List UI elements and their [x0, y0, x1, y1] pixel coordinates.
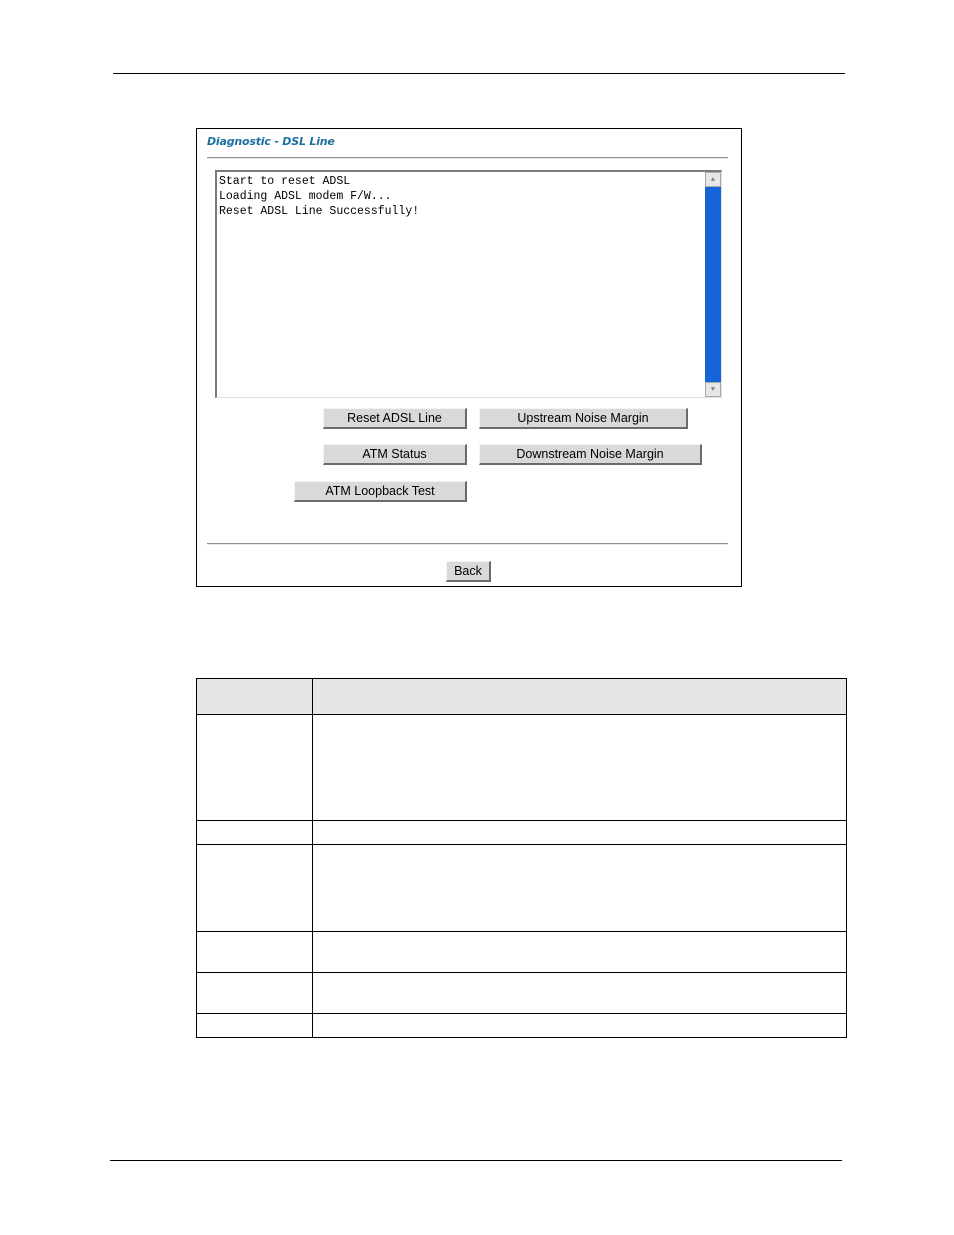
panel-title: Diagnostic - DSL Line	[207, 135, 335, 148]
field-description-table	[196, 678, 847, 1038]
scroll-down-arrow-icon[interactable]: ▼	[705, 382, 721, 397]
table-row	[197, 821, 847, 845]
table-row	[197, 932, 847, 973]
downstream-noise-margin-button[interactable]: Downstream Noise Margin	[479, 444, 702, 465]
upstream-noise-margin-button[interactable]: Upstream Noise Margin	[479, 408, 688, 429]
header-rule	[113, 73, 845, 74]
table-header-cell	[313, 679, 847, 715]
table-cell	[197, 821, 313, 845]
scroll-up-arrow-icon[interactable]: ▲	[705, 172, 721, 187]
table-cell	[313, 845, 847, 932]
diagnostic-log-textarea[interactable]	[215, 170, 722, 398]
reset-adsl-line-button[interactable]: Reset ADSL Line	[323, 408, 467, 429]
back-button[interactable]: Back	[446, 561, 491, 582]
atm-loopback-test-button[interactable]: ATM Loopback Test	[294, 481, 467, 502]
table-cell	[313, 1014, 847, 1038]
table-row	[197, 845, 847, 932]
table-cell	[313, 973, 847, 1014]
table-header-row	[197, 679, 847, 715]
log-scrollbar[interactable]	[705, 172, 721, 397]
table-cell	[313, 932, 847, 973]
table-cell	[197, 973, 313, 1014]
diagnostic-log-text: Start to reset ADSL Loading ADSL modem F/W... Reset ADSL Line Successfully!	[219, 175, 420, 218]
title-divider	[207, 157, 728, 159]
diagnostic-dsl-panel	[196, 128, 742, 587]
table-row	[197, 973, 847, 1014]
table-cell	[197, 845, 313, 932]
table-cell	[197, 1014, 313, 1038]
table-row	[197, 1014, 847, 1038]
table-cell	[197, 932, 313, 973]
footer-divider	[207, 543, 728, 545]
table-cell	[197, 715, 313, 821]
footer-rule	[110, 1160, 842, 1161]
table-row	[197, 715, 847, 821]
table-cell	[313, 821, 847, 845]
table-header-cell	[197, 679, 313, 715]
atm-status-button[interactable]: ATM Status	[323, 444, 467, 465]
table-cell	[313, 715, 847, 821]
